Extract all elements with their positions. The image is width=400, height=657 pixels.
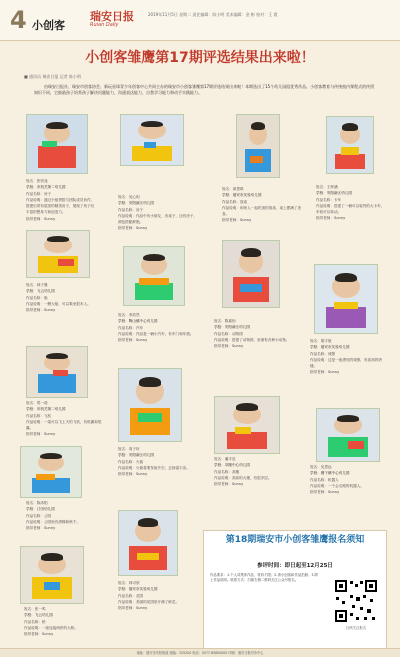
photo-15 [20, 546, 84, 604]
card-school: 学校：安阳新区幼儿园 [118, 201, 154, 206]
photo-3 [236, 114, 280, 178]
card-teacher: 指导老师：Sunny [310, 370, 340, 375]
card-10-caption [118, 446, 202, 477]
registration-deadline: 参评时间：即日起至12月25日 [257, 563, 333, 569]
card-teacher: 指导老师：Sunny [316, 216, 346, 221]
card-school: 学校：陶山镇中心幼儿园 [118, 319, 158, 324]
photo-7 [222, 240, 280, 308]
card-name: 姓名：潘宇辰 [214, 457, 236, 461]
card-desc: 作品说明：作品是一辆小汽车，有车门和车窗。 [118, 331, 194, 336]
card-name: 姓名：胡宇航 [310, 339, 332, 343]
card-teacher: 指导老师：Sunny [118, 338, 148, 343]
card-school: 学校：莘塍中心幼儿园 [214, 463, 250, 468]
card-work: 作品名称：花园 [118, 593, 144, 598]
card-name: 姓名：林子墨 [26, 283, 48, 287]
card-school: 学校：飞云幼儿园 [24, 613, 53, 618]
card-15-caption [24, 606, 106, 637]
card-teacher: 指导老师：Sunny [26, 432, 56, 437]
card-teacher: 指导老师：Sunny [26, 526, 56, 531]
qr-caption: 扫码关注报名 [345, 626, 367, 630]
card-desc: 作品说明：美丽的花园里开满了鲜花。 [118, 599, 180, 604]
card-teacher: 指导老师：Sunny [118, 226, 148, 231]
photo-2 [120, 114, 184, 166]
card-11-caption [214, 456, 300, 487]
photo-1 [26, 114, 88, 174]
card-work: 作品名称：桥 [24, 619, 46, 624]
qr-code-icon [334, 579, 378, 623]
page-header [0, 0, 400, 41]
card-name: 姓名：张一鸣 [24, 607, 46, 611]
card-name: 姓名：吴思远 [310, 465, 332, 469]
photo-9 [26, 346, 88, 398]
card-name: 姓名：王梓涵 [316, 185, 338, 189]
card-work: 作品名称：房子 [118, 207, 144, 212]
photo-13 [20, 446, 82, 498]
card-teacher: 指导老师：Sunny [26, 216, 56, 221]
card-work: 作品名称：动物园 [214, 331, 243, 336]
photo-4 [326, 116, 374, 174]
card-desc: 作品说明：这是一座漂亮的城堡，有高高的塔楼。 [310, 357, 382, 369]
card-work: 作品名称：公园 [26, 513, 52, 518]
card-7-caption [214, 318, 300, 349]
dateline: 2019年11月5日 星期二 责任编辑：陈小明 美术编辑：金 彬 校对：王 霞 [148, 12, 278, 17]
card-school: 学校：瑞安市实验幼儿园 [310, 345, 350, 350]
card-8-caption [310, 338, 388, 376]
card-desc: 作品说明：一个会走路的机器人。 [310, 483, 364, 488]
photo-6 [123, 246, 185, 306]
card-1-caption [26, 178, 96, 222]
card-12-caption [310, 464, 390, 495]
card-work: 作品名称：飞机 [26, 413, 52, 418]
card-work: 作品名称：机器人 [310, 477, 339, 482]
card-desc: 作品说明：和家人一起吃饭的饭桌，桌上摆满了美食。 [222, 205, 302, 217]
card-work: 作品名称：船 [26, 295, 48, 300]
card-9-caption [26, 400, 108, 438]
card-3-caption [222, 186, 304, 224]
card-4-caption [316, 184, 386, 222]
card-desc: 作品说明：一艘大船，可以乘坐很多人。 [26, 301, 91, 306]
card-school: 学校：汀田幼儿园 [26, 507, 55, 512]
card-work: 作品名称：汽车 [118, 325, 144, 330]
photo-12 [316, 408, 380, 462]
card-name: 姓名：李浩然 [118, 313, 140, 317]
card-teacher: 指导老师：Sunny [214, 482, 244, 487]
page-footer: 地址：瑞安市安阳街道 邮编：325200 电话：0577-65800000 印刷：瑞安日报印务中心 [0, 648, 400, 657]
photo-8 [314, 264, 378, 334]
card-name: 姓名：陈嘉怡 [214, 319, 236, 323]
card-desc: 作品说明：搭建了动物园，里面有各种小动物。 [214, 337, 290, 342]
card-school: 学校：安阳新区幼儿园 [118, 453, 154, 458]
card-name: 姓名：陈沐阳 [26, 501, 48, 505]
card-school: 学校：安阳新区幼儿园 [214, 325, 250, 330]
card-school: 学校：瑞安市实验幼儿园 [118, 587, 158, 592]
card-desc: 作品说明：高高的大楼，有很多层。 [214, 475, 272, 480]
card-teacher: 指导老师：Sunny [118, 472, 148, 477]
card-name: 姓名：张钧尧 [26, 179, 48, 183]
card-teacher: 指导老师：Sunny [222, 218, 252, 223]
photo-5 [26, 230, 90, 278]
card-work: 作品名称：火箭 [118, 459, 144, 464]
card-work: 作品名称：卡车 [316, 197, 342, 202]
card-teacher: 指导老师：Sunny [310, 490, 340, 495]
card-school: 学校：安阳新区幼儿园 [316, 191, 352, 196]
card-school: 学校：塘下镇中心幼儿园 [310, 471, 350, 476]
masthead-sub: Ruian Daily [90, 22, 119, 28]
registration-box [203, 530, 387, 650]
registration-title: 第18期瑞安市小创客雏鹰报名须知 [225, 535, 365, 545]
intro-paragraph: 由瑞安日报社、瑞安市创客协会、新玩星球青少年创客中心共同主办的瑞安市小创客雏鹰第17期评选结果出来啦！本期选出了15个幼儿园组优秀作品。小创客教育与传统校内课程式的传授知识不同，它鼓励孩子培养孩子解决问题能力，沟通表达能力，自我学习能力和动手实践能力。 [34, 84, 375, 96]
section-title: 小创客 [32, 19, 65, 32]
card-teacher: 指导老师：Sunny [26, 308, 56, 313]
card-school: 学校：飞云幼儿园 [26, 289, 55, 294]
masthead: 瑞安日报 [90, 10, 134, 23]
card-school: 学校：瑞安市实验幼儿园 [222, 193, 262, 198]
card-name: 姓名：郑一诺 [26, 401, 48, 405]
card-work: 作品名称：饭桌 [222, 199, 248, 204]
card-work: 作品名称：高楼 [214, 469, 240, 474]
card-name: 姓名：林可欣 [118, 581, 140, 585]
card-school: 学校：市机关第二幼儿园 [26, 185, 66, 190]
card-work: 作品名称：城堡 [310, 351, 336, 356]
page-number: 4 [10, 6, 27, 34]
card-14-caption [118, 580, 202, 611]
card-desc: 作品说明：通过小组拼搭与团队成员协作，搭建出带有屋顶的精美房子，展现了孩子们丰富的想象力和创造力。 [26, 197, 95, 215]
card-name: 姓名：黄思琪 [222, 187, 244, 191]
card-teacher: 指导老师：Sunny [24, 632, 54, 637]
card-teacher: 指导老师：Sunny [118, 606, 148, 611]
card-desc: 作品说明：一座连接两岸的大桥。 [24, 625, 78, 630]
photo-11 [214, 396, 280, 454]
card-desc: 作品说明：搭建了一辆可以装货的大卡车，车轮可以转动。 [316, 203, 385, 215]
card-work: 作品名称：房子 [26, 191, 52, 196]
card-teacher: 指导老师：Sunny [214, 344, 244, 349]
photo-14 [118, 510, 178, 576]
card-5-caption [26, 282, 108, 313]
card-desc: 作品说明：公园里有滑梯和秋千。 [26, 519, 80, 524]
card-desc: 作品说明：作品中有小朋友、有桌子，还有房子，颜色搭配鲜艳。 [118, 213, 198, 225]
card-name: 姓名：周子轩 [118, 447, 140, 451]
photo-10 [118, 368, 182, 442]
card-desc: 作品说明：一架可以飞上天的飞机，有机翼和尾翼。 [26, 419, 102, 431]
card-name: 姓名：吴心玥 [118, 195, 140, 199]
card-6-caption [118, 312, 200, 343]
byline: ■ 通讯员 瑞安日报 记者 陈小明 [24, 74, 81, 79]
card-2-caption [118, 194, 200, 232]
registration-body: 作品要求：1.个人或集体作品，材料不限；2.请小创客和作品拍照；3.附上作品说明。联系方式：扫描右侧二维码关注公众号报名。 [210, 573, 319, 583]
card-13-caption [26, 500, 108, 531]
card-desc: 作品说明：火箭将要发射升空，去探索宇宙。 [118, 465, 190, 470]
page-title: 小创客雏鹰第17期评选结果出来啦！ [85, 50, 315, 66]
card-school: 学校：市机关第二幼儿园 [26, 407, 66, 412]
